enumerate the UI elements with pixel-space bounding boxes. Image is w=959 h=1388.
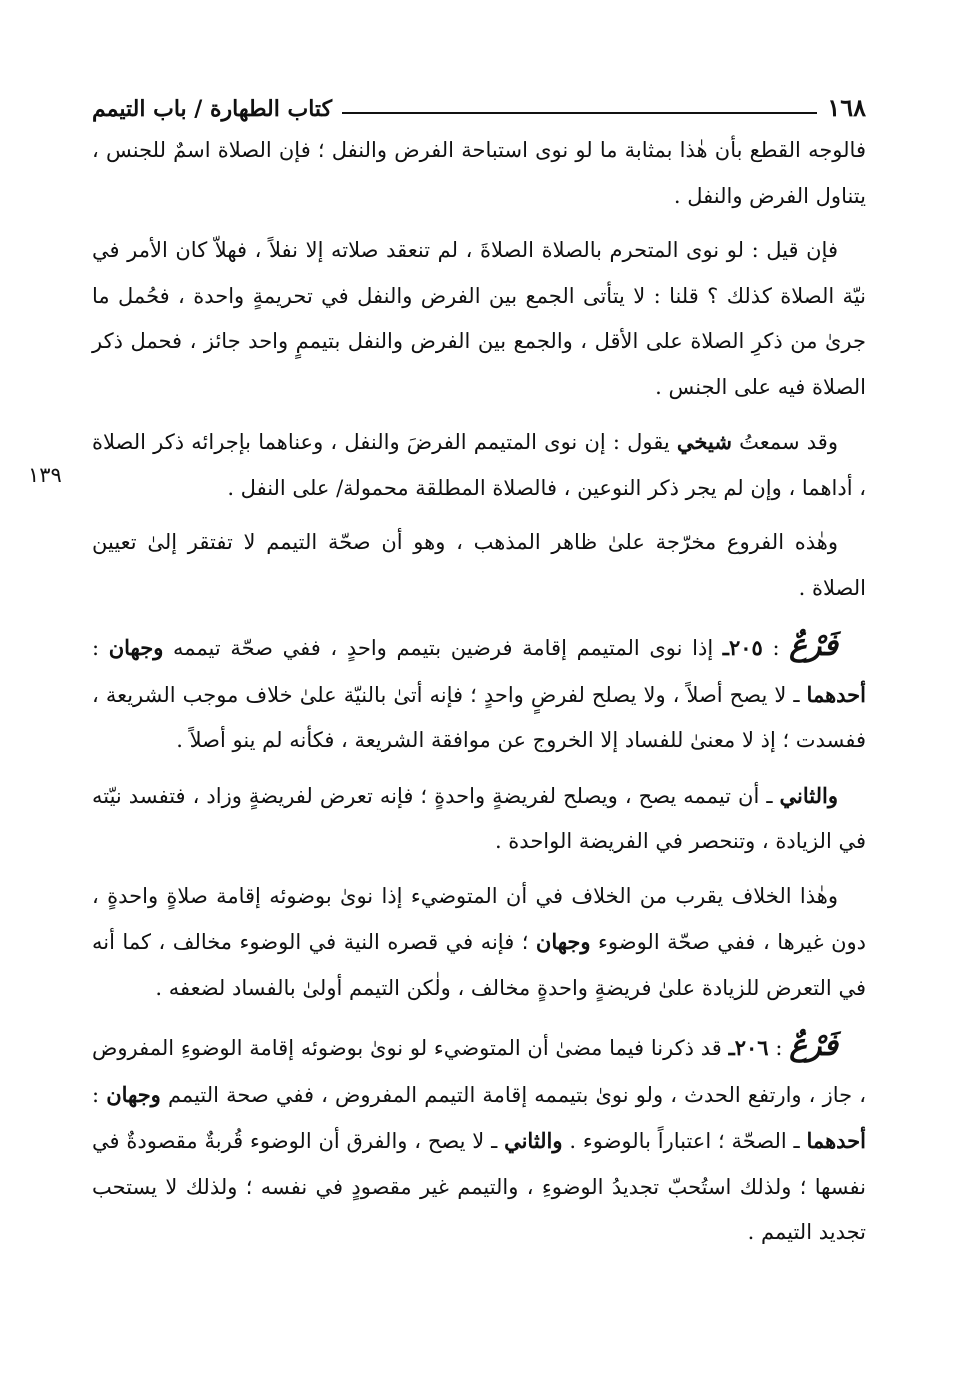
- p5-colon: :: [92, 636, 100, 660]
- p5-text-2: ـ لا يصح أصلاً ، ولا يصلح لفرضٍ واحدٍ ؛ فإنه أتىٰ بالنيّة علىٰ خلاف موجب الشريعة ، ففسدت ؛ إذ لا معنىٰ للفساد إلا الخروج عن موافقة الشريعة ، فكأنه لم ينو أصلاً .: [92, 682, 866, 752]
- far-colon: :: [772, 636, 780, 660]
- paragraph-3: [92, 419, 866, 511]
- p3-text-post: يقول : إن نوى المتيمم الفرضَ والنفل ، وعناهما بإجرائه ذكر الصلاة ، أداهما ، وإن لم يجر ذكر النوعين ، فالصلاة المطلقة محمولة/ على النفل .: [92, 430, 866, 500]
- p8-text-3: ـ لا يصح ، والفرق أن الوضوء قُربةٌ مقصودةٌ في نفسها ؛ ولذلك استُحبّ تجديدُ الوضوءِ ، والتيمم غير مقصودٍ في نفسه ؛ ولذلك لا يستحب تجديد التيمم .: [92, 1129, 866, 1244]
- page-header: [92, 84, 866, 122]
- p7-text-pre: وهٰذا الخلاف يقرب من الخلاف في أن المتوضيء إذا نوىٰ بوضوئه إقامة صلاةٍ واحدةٍ ، دون غيرها ، ففي صحّة الوضوء: [92, 883, 866, 954]
- p6-text: ـ أن تيممه يصح ، ويصلح لفريضةٍ واحدةٍ ؛ فإنه تعرض لفريضةٍ وزاد ، فتفسد نيّته في الزيادة ، وتنحصر في الفريضة الواحدة .: [92, 783, 866, 853]
- page-body: [92, 128, 866, 1265]
- p8-bold-thani: والثاني: [504, 1128, 563, 1153]
- far-number-206: ٢٠٦ـ: [728, 1035, 769, 1060]
- paragraph-6: [92, 773, 866, 865]
- far-heading-2: فَرْعٌ: [789, 1028, 838, 1063]
- p3-bold-sheikh: شيخي: [676, 429, 732, 454]
- far-heading: فَرْعٌ: [789, 628, 838, 663]
- paragraph-far-205: [92, 623, 866, 764]
- p5-text-1: إذا نوى المتيمم إقامة فرضين بتيمم واحدٍ ، ففي صحّة تيممه: [172, 636, 714, 660]
- paragraph-2: فإن قيل : لو نوى المتحرم بالصلاة الصلاةَ ، لم تنعقد صلاته إلا نفلاً ، فهلاّ كان الأمر في نيّة الصلاة كذلك ؟ قلنا : لا يتأتى الجمع بين الفرض والنفل في تحريمةٍ واحدة ، فحُمل ما جرىٰ من ذكرِ الصلاة على الأقل ، والجمع بين الفرض والنفل بتيممٍ واحد جائز ، فحمل ذكر الصلاة فيه على الجنس .: [92, 238, 866, 399]
- far-colon-2: :: [775, 1036, 783, 1060]
- page-number: ١٦٨: [827, 93, 866, 122]
- paragraph-1: فالوجه القطع بأن هٰذا بمثابة ما لو نوى استباحة الفرض والنفل ؛ فإن الصلاة اسمٌ للجنس ، يتناول الفرض والنفل .: [92, 138, 866, 208]
- p8-text-1: قد ذكرنا فيما مضىٰ أن المتوضيء لو نوىٰ بوضوئه إقامة الوضوءِ المفروض ، جاز ، وارتفع الحدث ، ولو نوىٰ بتيممه إقامة التيمم المفروض ، ففي صحة التيمم: [92, 1036, 866, 1107]
- p5-bold-ahaduhuma: أحدهما: [806, 681, 866, 707]
- p8-text-2: ـ الصحّة ؛ اعتباراً بالوضوء .: [569, 1129, 800, 1153]
- p7-bold-wajhan: وجهان: [535, 929, 591, 954]
- far-number-205: ٢٠٥ـ: [722, 635, 763, 660]
- paragraph-7: [92, 874, 866, 1012]
- header-rule: [342, 112, 817, 114]
- p8-bold-ahaduhuma: أحدهما: [806, 1128, 866, 1153]
- p6-bold-thani: والثاني: [779, 782, 838, 808]
- p8-bold-wajhan: وجهان: [106, 1081, 161, 1107]
- p3-text-pre: وقد سمعتُ: [739, 430, 838, 454]
- p7-text-post: ؛ فإنه في قصره النية في الوضوء مخالف ، كما أنه في التعرض للزيادة علىٰ فريضةٍ واحدةٍ مخالف ، ولٰكن التيمم أولىٰ بالفساد لضعفه .: [92, 930, 866, 1000]
- paragraph-4: وهٰذه الفروع مخرّجة علىٰ ظاهر المذهب ، وهو أن صحّة التيمم لا تفتقر إلىٰ تعيين الصلاة .: [92, 530, 866, 600]
- p5-bold-wajhan: وجهان: [108, 635, 164, 660]
- p8-colon: :: [92, 1082, 100, 1107]
- running-title: كتاب الطهارة / باب التيمم: [92, 96, 333, 122]
- paragraph-far-206: [92, 1023, 866, 1256]
- margin-page-reference: ١٣٩: [28, 463, 62, 487]
